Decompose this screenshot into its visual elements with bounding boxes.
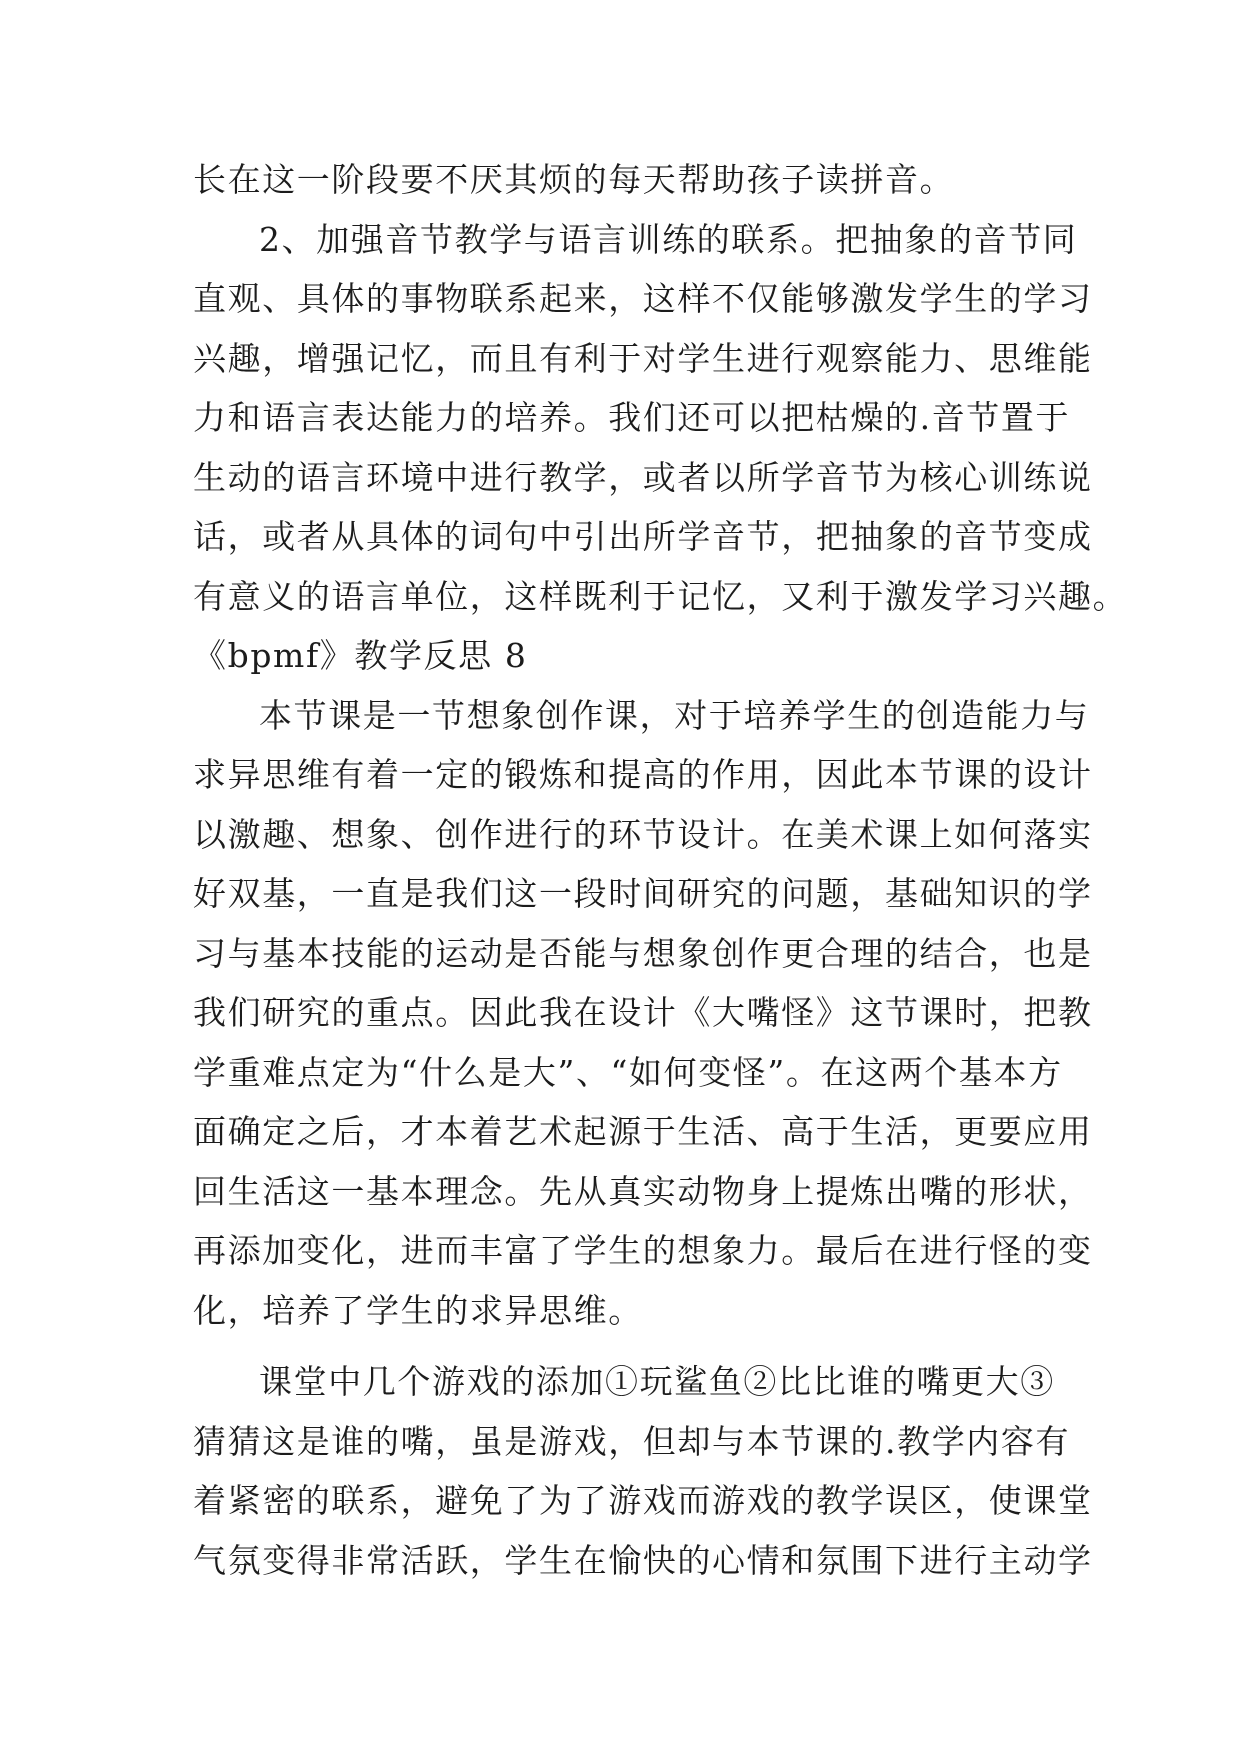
text-line: 回生活这一基本理念。先从真实动物身上提炼出嘴的形状， <box>193 1171 1093 1211</box>
text-line: 我们研究的重点。因此我在设计《大嘴怪》这节课时，把教 <box>193 993 1093 1032</box>
text-line: 生动的语言环境中进行教学，或者以所学音节为核心训练说 <box>193 457 1093 497</box>
text-line: 学重难点定为“什么是大”、“如何变怪”。在这两个基本方 <box>193 1052 1063 1092</box>
text-line: 以激趣、想象、创作进行的环节设计。在美术课上如何落实 <box>193 814 1093 854</box>
text-line: 好双基，一直是我们这一段时间研究的问题，基础知识的学 <box>193 874 1093 913</box>
text-line: 话，或者从具体的词句中引出所学音节，把抽象的音节变成 <box>193 517 1093 556</box>
text-line: 力和语言表达能力的培养。我们还可以把枯燥的.音节置于 <box>193 398 1071 437</box>
text-line: 猜猜这是谁的嘴，虽是游戏，但却与本节课的.教学内容有 <box>193 1421 1071 1461</box>
text-line: 气氛变得非常活跃，学生在愉快的心情和氛围下进行主动学 <box>193 1540 1093 1580</box>
text-line: 习与基本技能的运动是否能与想象创作更合理的结合，也是 <box>193 933 1093 973</box>
text-line: 本节课是一节想象创作课，对于培养学生的创造能力与 <box>259 695 1090 735</box>
text-line: 长在这一阶段要不厌其烦的每天帮助孩子读拼音。 <box>193 160 955 199</box>
section-heading: 《bpmf》教学反思 8 <box>193 636 528 675</box>
text-line: 2、加强音节教学与语言训练的联系。把抽象的音节同 <box>259 219 1078 259</box>
text-line: 化，培养了学生的求异思维。 <box>193 1290 643 1330</box>
text-line: 兴趣，增强记忆，而且有利于对学生进行观察能力、思维能 <box>193 338 1093 378</box>
text-line: 着紧密的联系，避免了为了游戏而游戏的教学误区，使课堂 <box>193 1481 1093 1520</box>
body-text <box>193 150 1128 1590</box>
text-line: 有意义的语言单位，这样既利于记忆，又利于激发学习兴趣。 <box>193 576 1128 616</box>
text-line: 面确定之后，才本着艺术起源于生活、高于生活，更要应用 <box>193 1112 1093 1151</box>
text-line: 求异思维有着一定的锻炼和提高的作用，因此本节课的设计 <box>193 755 1093 794</box>
text-line: 直观、具体的事物联系起来，这样不仅能够激发学生的学习 <box>193 279 1093 318</box>
text-line: 再添加变化，进而丰富了学生的想象力。最后在进行怪的变 <box>193 1231 1093 1270</box>
text-line: 课堂中几个游戏的添加①玩鲨鱼②比比谁的嘴更大③ <box>259 1362 1055 1401</box>
